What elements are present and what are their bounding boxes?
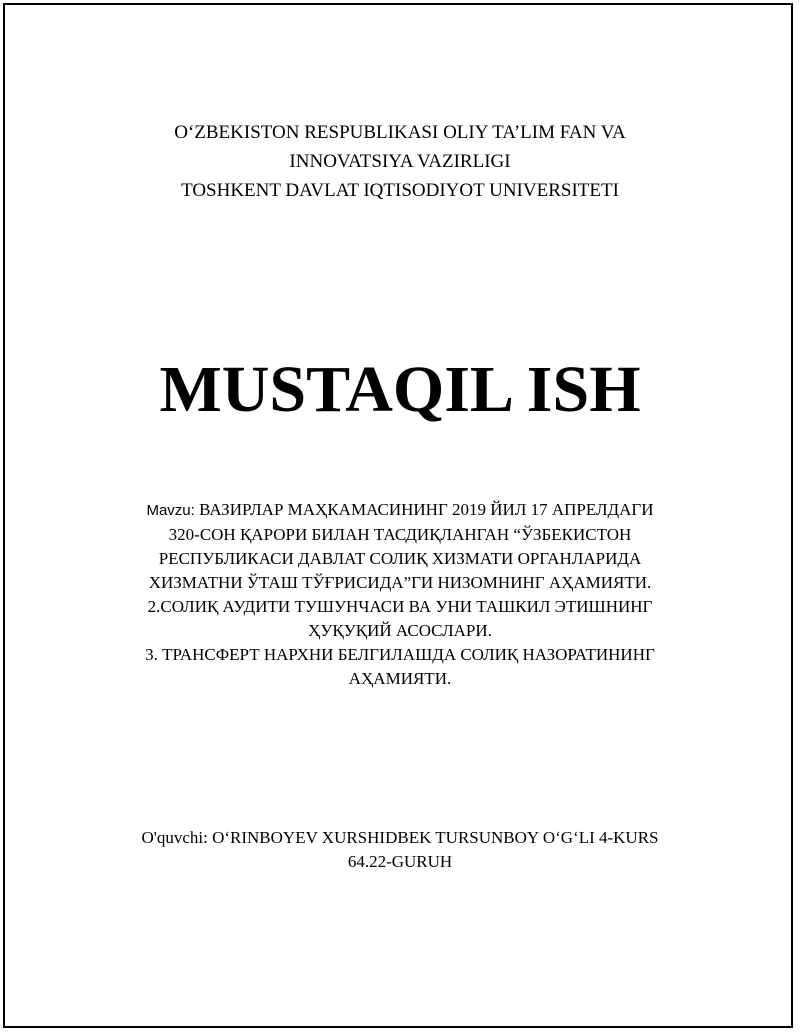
topic-line-7: 3. ТРАНСФЕРТ НАРХНИ БЕЛГИЛАШДА СОЛИҚ НАЗОРАТИНИНГ <box>145 645 655 664</box>
header-line-ministry-2: INNOVATSIYA VAZIRLIGI <box>289 151 511 172</box>
topic-line-4: ХИЗМАТНИ ЎТАШ ТЎҒРИСИДА”ГИ НИЗОМНИНГ АҲАМИЯТИ. <box>148 573 652 592</box>
topic-line-2: 320-СОН ҚАРОРИ БИЛАН ТАСДИҚЛАНГАН “ЎЗБЕКИСТОН <box>168 525 632 544</box>
topic-line-5: 2.СОЛИҚ АУДИТИ ТУШУНЧАСИ ВА УНИ ТАШКИЛ ЭТИШНИНГ <box>147 597 653 616</box>
header-line-university: TOSHKENT DAVLAT IQTISODIYOT UNIVERSITETI <box>181 180 619 201</box>
header-line-ministry-1: O‘ZBEKISTON RESPUBLIKASI OLIY TA’LIM FAN VA <box>174 122 626 143</box>
topic-label: Mavzu: <box>146 502 195 519</box>
institution-header <box>0 118 800 205</box>
topic-line-1 <box>100 498 700 523</box>
student-info <box>0 826 800 874</box>
student-name-line: O'quvchi: O‘RINBOYEV XURSHIDBEK TURSUNBOY O‘G‘LI 4-KURS <box>141 828 659 847</box>
topic-line-8: АҲАМИЯТИ. <box>348 669 452 688</box>
topic-line-6: ҲУҚУҚИЙ АСОСЛАРИ. <box>308 621 492 640</box>
topic-block <box>100 498 700 691</box>
topic-text-1: ВАЗИРЛАР МАҲКАМАСИНИНГ 2019 ЙИЛ 17 АПРЕЛДАГИ <box>199 500 654 519</box>
student-group-line: 64.22-GURUH <box>347 852 453 871</box>
topic-line-3: РЕСПУБЛИКАСИ ДАВЛАТ СОЛИҚ ХИЗМАТИ ОРГАНЛАРИДА <box>158 549 642 568</box>
document-title: MUSTAQIL ISH <box>159 353 641 426</box>
